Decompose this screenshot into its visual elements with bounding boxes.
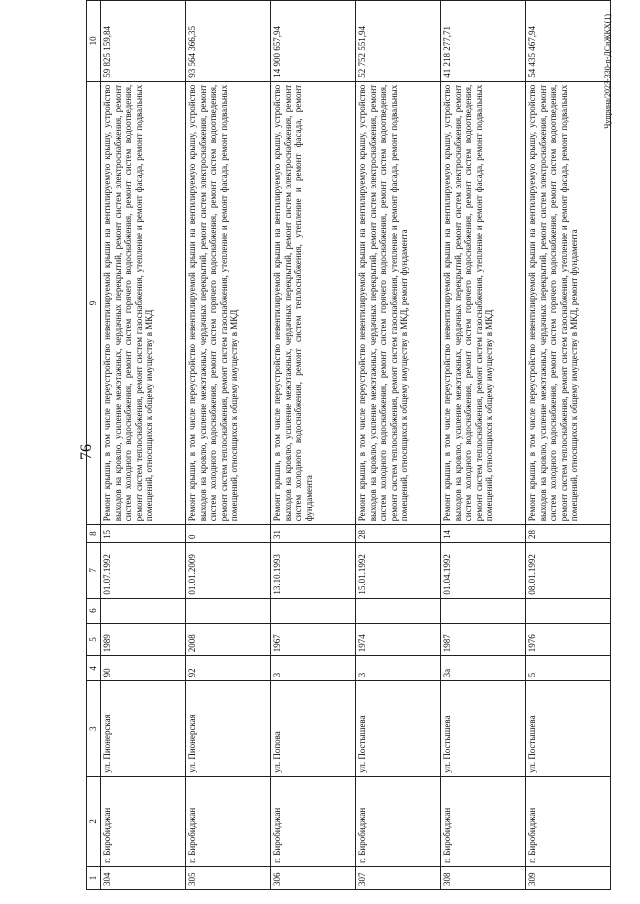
privatization-date-cell: 13.10.1993 xyxy=(271,543,356,599)
street-cell: ул. Пионерская xyxy=(101,681,186,776)
street-cell: ул. Постышева xyxy=(356,681,441,776)
build-year-cell: 2008 xyxy=(186,623,271,655)
build-year-cell: 1976 xyxy=(526,623,611,655)
city-cell: г. Биробиджан xyxy=(356,776,441,866)
empty-cell xyxy=(271,598,356,623)
row-number: 307 xyxy=(356,866,441,889)
wear-percent-cell: 28 xyxy=(526,525,611,543)
house-number-cell: 92 xyxy=(186,656,271,681)
page-number: 76 xyxy=(78,444,95,460)
table-row xyxy=(441,1,526,890)
privatization-date-cell: 01.04.1992 xyxy=(441,543,526,599)
table-row xyxy=(186,1,271,890)
repair-program-table xyxy=(86,0,611,890)
build-year-cell: 1967 xyxy=(271,623,356,655)
column-number: 8 xyxy=(87,525,101,543)
street-cell: ул. Попова xyxy=(271,681,356,776)
cost-cell: 93 564 366,35 xyxy=(186,1,271,82)
build-year-cell: 1987 xyxy=(441,623,526,655)
column-number: 4 xyxy=(87,656,101,681)
wear-percent-cell: 15 xyxy=(101,525,186,543)
privatization-date-cell: 08.01.1992 xyxy=(526,543,611,599)
table-row xyxy=(356,1,441,890)
house-number-cell: 3а xyxy=(441,656,526,681)
street-cell: ул. Пионерская xyxy=(186,681,271,776)
city-cell: г. Биробиджан xyxy=(271,776,356,866)
column-number: 9 xyxy=(87,81,101,524)
house-number-cell: 3 xyxy=(271,656,356,681)
wear-percent-cell: 14 xyxy=(441,525,526,543)
column-number: 6 xyxy=(87,598,101,623)
row-number: 304 xyxy=(101,866,186,889)
street-cell: ул. Постышева xyxy=(441,681,526,776)
privatization-date-cell: 01.07.1992 xyxy=(101,543,186,599)
wear-percent-cell: 0 xyxy=(186,525,271,543)
row-number: 305 xyxy=(186,866,271,889)
works-description-cell: Ремонт крыши, в том числе переустройство невентилируемой крыши на вентилируемую крышу, устройство выходов на кровлю, усиление межэтажных, чердачных перекрытий, ремонт систем электроснабжения, ремонт систем холодного водоснабжения, ремонт систем горячего водоснабжения, ремонт систем водоотведения, ремонт систем теплоснабжения, ремонт систем газоснабжения, утепление и ремонт фасада, ремонт подвальных помещений, относящихся к общему имуществу в МКД xyxy=(441,81,526,524)
table-row xyxy=(101,1,186,890)
column-number: 5 xyxy=(87,623,101,655)
wear-percent-cell: 28 xyxy=(356,525,441,543)
cost-cell: 54 435 467,94 xyxy=(526,1,611,82)
empty-cell xyxy=(526,598,611,623)
table-row xyxy=(271,1,356,890)
wear-percent-cell: 31 xyxy=(271,525,356,543)
column-number: 7 xyxy=(87,543,101,599)
works-description-cell: Ремонт крыши, в том числе переустройство невентилируемой крыши на вентилируемую крышу, устройство выходов на кровлю, усиление межэтажных, чердачных перекрытий, ремонт систем электроснабжения, ремонт систем холодного водоснабжения, ремонт систем горячего водоснабжения, ремонт систем водоотведения, ремонт систем теплоснабжения, ремонт систем газоснабжения, утепление и ремонт фасада, ремонт подвальных помещений, относящихся к общему имуществу в МКД xyxy=(186,81,271,524)
house-number-cell: 3 xyxy=(356,656,441,681)
cost-cell: 59 825 159,84 xyxy=(101,1,186,82)
city-cell: г. Биробиджан xyxy=(441,776,526,866)
column-number: 2 xyxy=(87,776,101,866)
cost-cell: 41 218 277,71 xyxy=(441,1,526,82)
empty-cell xyxy=(441,598,526,623)
build-year-cell: 1989 xyxy=(101,623,186,655)
house-number-cell: 5 xyxy=(526,656,611,681)
document-footer-code: Чуприна/2023-330-п-ДСиЖКХ(1) xyxy=(603,14,612,129)
works-description-cell: Ремонт крыши, в том числе переустройство невентилируемой крыши на вентилируемую крышу, устройство выходов на кровлю, усиление межэтажных, чердачных перекрытий, ремонт систем электроснабжения, ремонт систем холодного водоснабжения, ремонт систем горячего водоснабжения, ремонт систем водоотведения, ремонт систем теплоснабжения, ремонт систем газоснабжения, утепление и ремонт фасада, ремонт подвальных помещений, относящихся к общему имуществу в МКД, ремонт фундамента xyxy=(526,81,611,524)
row-number: 308 xyxy=(441,866,526,889)
privatization-date-cell: 15.01.1992 xyxy=(356,543,441,599)
table-row xyxy=(526,1,611,890)
empty-cell xyxy=(186,598,271,623)
row-number: 306 xyxy=(271,866,356,889)
works-description-cell: Ремонт крыши, в том числе переустройство невентилируемой крыши на вентилируемую крышу, устройство выходов на кровлю, усиление межэтажных, чердачных перекрытий, ремонт систем электроснабжения, ремонт систем холодного водоснабжения, ремонт систем теплоснабжения, утепление и ремонт фасада, ремонт фундамента xyxy=(271,81,356,524)
build-year-cell: 1974 xyxy=(356,623,441,655)
column-number: 10 xyxy=(87,1,101,82)
row-number: 309 xyxy=(526,866,611,889)
column-number: 1 xyxy=(87,866,101,889)
column-number: 3 xyxy=(87,681,101,776)
city-cell: г. Биробиджан xyxy=(101,776,186,866)
works-description-cell: Ремонт крыши, в том числе переустройство невентилируемой крыши на вентилируемую крышу, устройство выходов на кровлю, усиление межэтажных, чердачных перекрытий, ремонт систем электроснабжения, ремонт систем холодного водоснабжения, ремонт систем горячего водоснабжения, ремонт систем водоотведения, ремонт систем теплоснабжения, ремонт систем газоснабжения, утепление и ремонт фасада, ремонт подвальных помещений, относящихся к общему имуществу в МКД, ремонт фундамента xyxy=(356,81,441,524)
cost-cell: 14 900 657,94 xyxy=(271,1,356,82)
house-number-cell: 90 xyxy=(101,656,186,681)
street-cell: ул. Постышева xyxy=(526,681,611,776)
column-number-row xyxy=(87,1,101,890)
works-description-cell: Ремонт крыши, в том числе переустройство невентилируемой крыши на вентилируемую крышу, устройство выходов на кровлю, усиление межэтажных, чердачных перекрытий, ремонт систем электроснабжения, ремонт систем холодного водоснабжения, ремонт систем горячего водоснабжения, ремонт систем водоотведения, ремонт систем теплоснабжения, ремонт систем газоснабжения, утепление и ремонт фасада, ремонт подвальных помещений, относящихся к общему имуществу в МКД xyxy=(101,81,186,524)
city-cell: г. Биробиджан xyxy=(526,776,611,866)
empty-cell xyxy=(101,598,186,623)
table-body xyxy=(101,1,611,890)
empty-cell xyxy=(356,598,441,623)
city-cell: г. Биробиджан xyxy=(186,776,271,866)
privatization-date-cell: 01.01.2009 xyxy=(186,543,271,599)
cost-cell: 52 752 551,94 xyxy=(356,1,441,82)
